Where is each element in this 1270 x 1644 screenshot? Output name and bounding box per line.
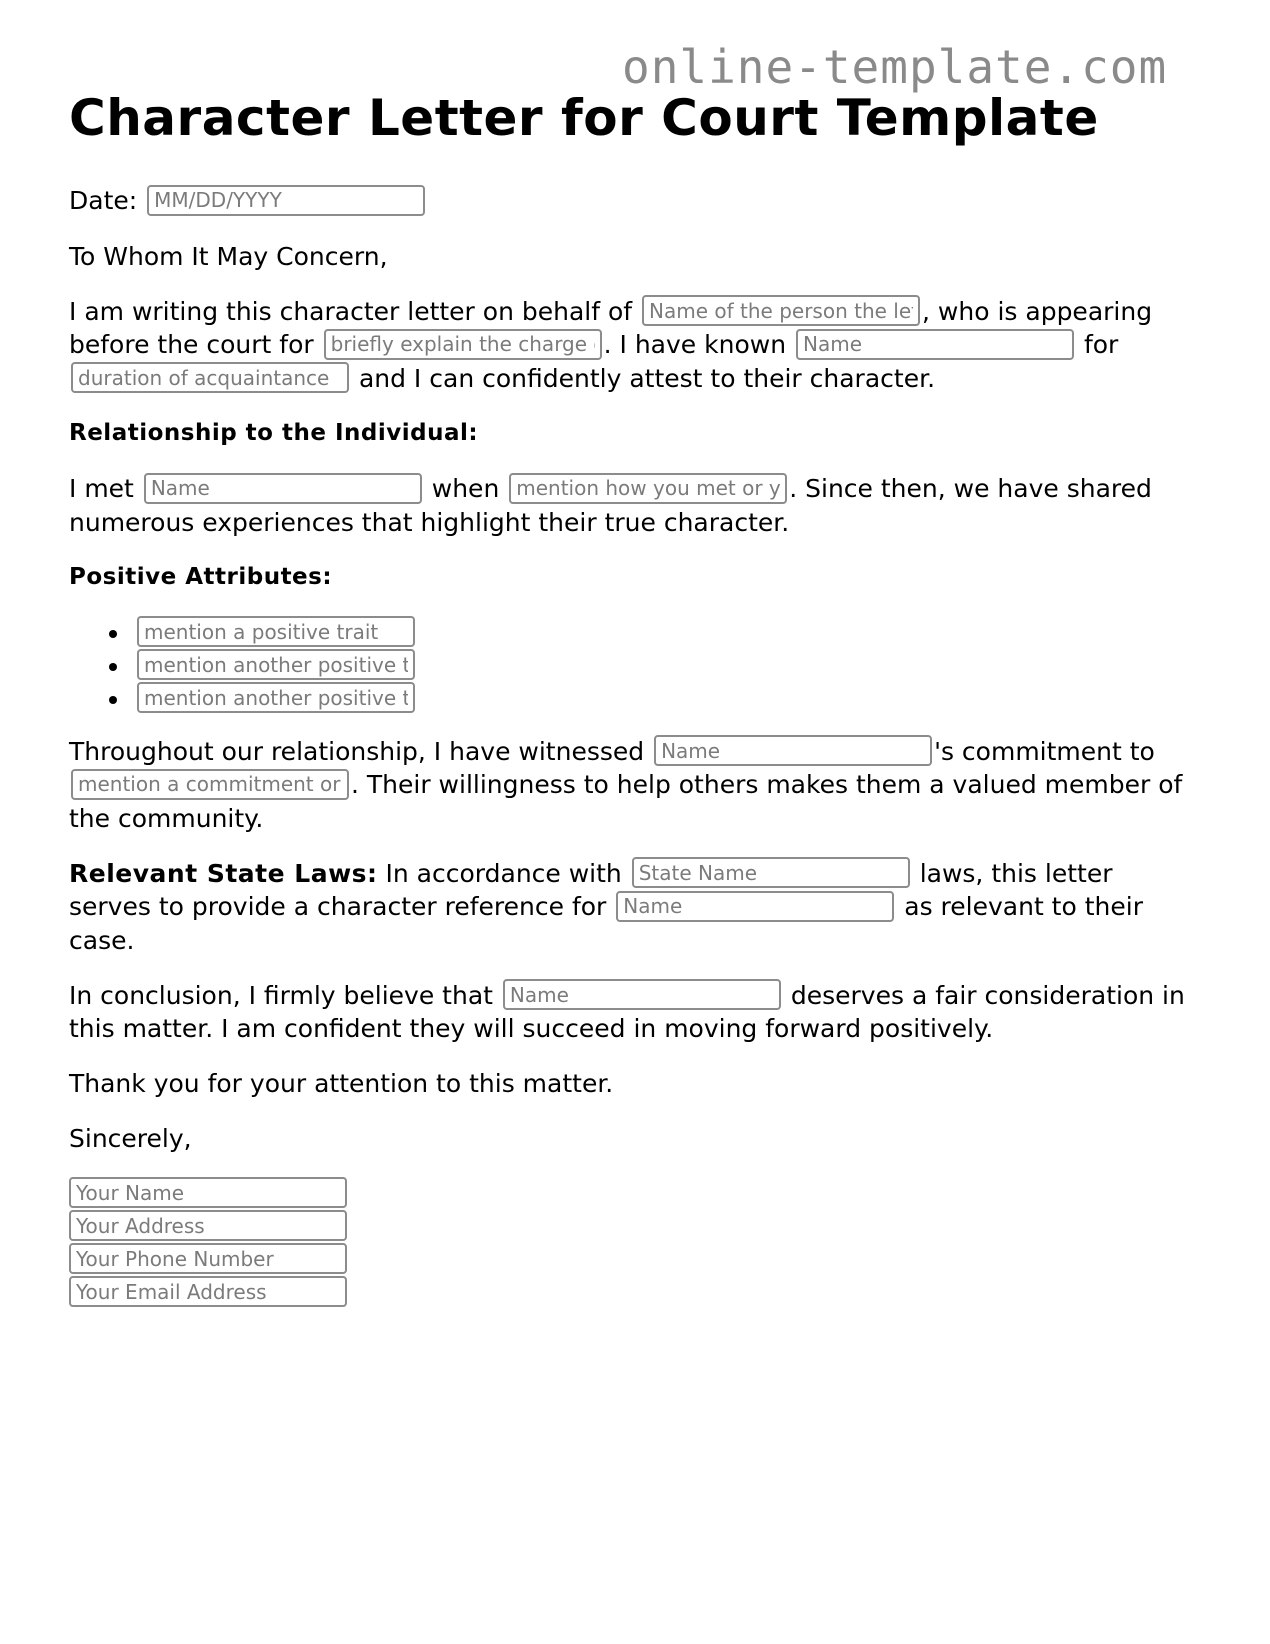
charge-input[interactable]	[324, 329, 602, 360]
attributes-list	[69, 616, 1199, 715]
list-item	[131, 682, 1199, 715]
intro-text-3: . I have known	[603, 330, 787, 359]
positive-trait-input-3[interactable]	[137, 682, 415, 713]
met-name-input[interactable]	[144, 473, 422, 504]
commitment-input[interactable]	[71, 769, 349, 800]
date-input[interactable]	[147, 185, 425, 216]
signature-block	[69, 1177, 1199, 1307]
laws-text-1: In accordance with	[385, 858, 622, 888]
watermark: online-template.com	[622, 40, 1168, 94]
relationship-heading: Relationship to the Individual:	[69, 420, 479, 446]
page-title: Character Letter for Court Template	[69, 89, 1099, 147]
relationship-text-3: . Since then, we have shared numerous experiences that highlight their true character.	[69, 474, 1152, 537]
your-email-input[interactable]	[69, 1276, 347, 1307]
laws-heading: Relevant State Laws:	[69, 858, 378, 888]
intro-text-4: for	[1083, 330, 1119, 359]
conclusion-text-1: In conclusion, I firmly believe that	[69, 980, 493, 1010]
thanks-line: Thank you for your attention to this matter.	[69, 1069, 614, 1098]
list-item	[131, 649, 1199, 682]
relationship-text-2: when	[431, 474, 500, 503]
reference-name-input[interactable]	[616, 891, 894, 922]
attributes-heading: Positive Attributes:	[69, 563, 333, 590]
laws-paragraph	[69, 857, 1199, 957]
commitment-text-2: 's commitment to	[934, 736, 1155, 766]
how-met-input[interactable]	[509, 473, 787, 504]
your-address-input[interactable]	[69, 1210, 347, 1241]
conclusion-paragraph	[69, 979, 1199, 1046]
intro-text-2: , who is appearing before the court for	[69, 296, 1153, 359]
list-item	[131, 616, 1199, 649]
commitment-text-3: . Their willingness to help others makes them a valued member of the community.	[69, 770, 1183, 833]
commitment-text-1: Throughout our relationship, I have witnessed	[69, 736, 645, 766]
relationship-text-1: I met	[69, 474, 134, 503]
conclusion-text-2: deserves a fair consideration in this matter. I am confident they will succeed in moving forward positively.	[69, 980, 1185, 1043]
conclusion-name-input[interactable]	[503, 979, 781, 1010]
commitment-name-input[interactable]	[654, 735, 932, 766]
person-name-input[interactable]	[642, 295, 920, 326]
intro-text-1: I am writing this character letter on behalf of	[69, 296, 633, 326]
salutation: To Whom It May Concern,	[69, 241, 388, 271]
letter-document	[69, 86, 1199, 1309]
known-name-input[interactable]	[796, 329, 1074, 360]
state-name-input[interactable]	[632, 857, 910, 888]
intro-paragraph	[69, 295, 1199, 396]
closing-line: Sincerely,	[69, 1124, 192, 1153]
duration-input[interactable]	[71, 362, 349, 393]
laws-text-2: laws, this letter serves to provide a character reference for	[69, 858, 1113, 921]
your-phone-input[interactable]	[69, 1243, 347, 1274]
intro-text-5: and I can confidently attest to their character.	[358, 363, 936, 393]
relationship-paragraph	[69, 472, 1199, 539]
laws-text-3: as relevant to their case.	[69, 892, 1143, 955]
positive-trait-input-1[interactable]	[137, 616, 415, 647]
positive-trait-input-2[interactable]	[137, 649, 415, 680]
date-label: Date:	[69, 186, 138, 215]
date-line	[69, 184, 1199, 218]
your-name-input[interactable]	[69, 1177, 347, 1208]
commitment-paragraph	[69, 735, 1199, 835]
